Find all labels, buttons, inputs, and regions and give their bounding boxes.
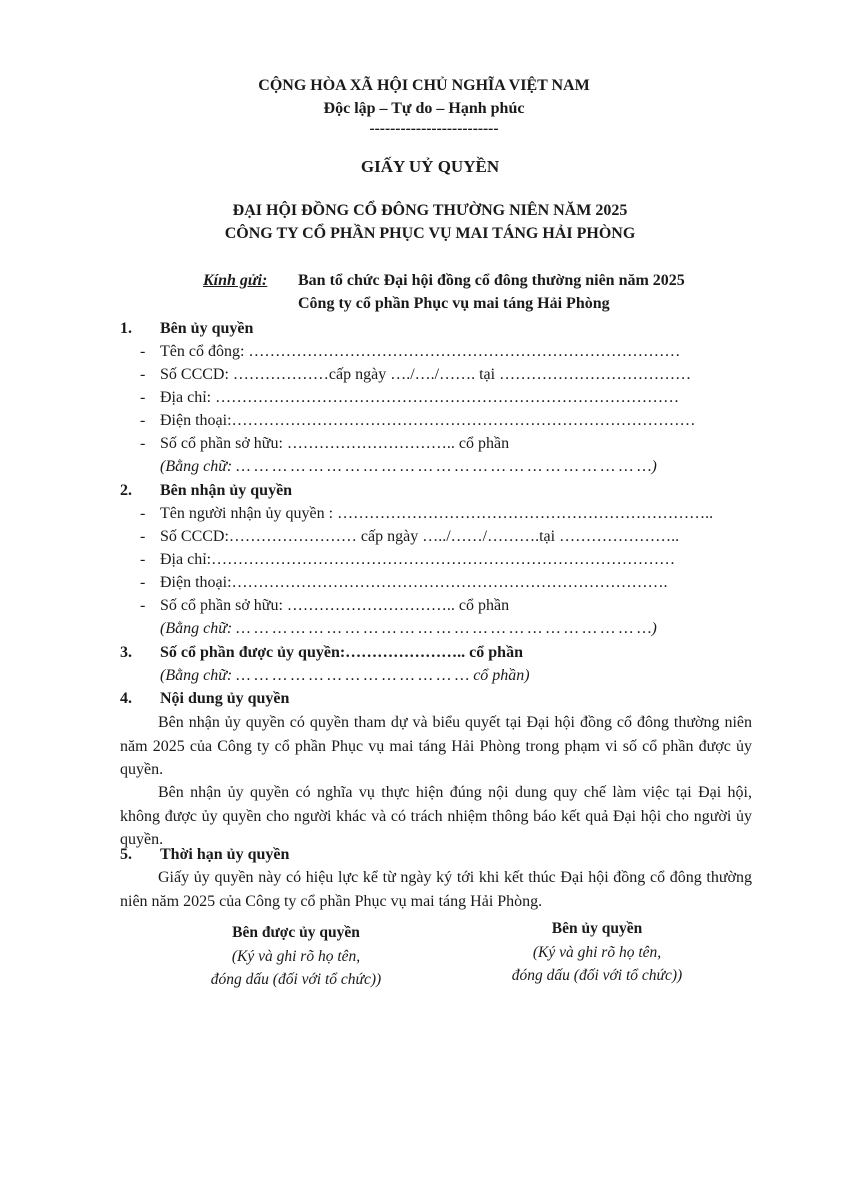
grantee-id-field: Số CCCD:…………………… cấp ngày …../……/……….tại ………………….. [160, 528, 680, 545]
meeting-title: ĐẠI HỘI ĐỒNG CỔ ĐÔNG THƯỜNG NIÊN NĂM 2025 [232, 202, 628, 219]
section-2-number: 2. [120, 482, 132, 499]
grantee-signature-note-2: đóng dấu (đối với tổ chức)) [210, 971, 382, 988]
list-dash: - [140, 528, 146, 545]
section-4-number: 4. [120, 690, 132, 707]
recipient-label: Kính gửi: [203, 272, 268, 289]
grantor-signature-title: Bên ủy quyền [551, 920, 643, 937]
section-5-number: 5. [120, 846, 132, 863]
grantee-name-field: Tên người nhận ủy quyền : …………………………………………………………….. [160, 505, 714, 522]
list-dash: - [140, 366, 146, 383]
grantee-signature-block [176, 921, 416, 992]
authorization-content-paragraph-1: Bên nhận ủy quyền có quyền tham dự và biểu quyết tại Đại hội đồng cổ đông thường niên năm 2025 của Công ty cổ phần Phục vụ mai táng Hải Phòng trong phạm vi số cổ phần được ủy quyền. [120, 714, 752, 778]
grantor-signature-note-1: (Ký và ghi rõ họ tên, [532, 943, 662, 961]
grantor-signature-note-2: đóng dấu (đối với tổ chức)) [511, 967, 683, 984]
national-motto: Độc lập – Tự do – Hạnh phúc [323, 100, 525, 117]
section-4-title: Nội dung ủy quyền [160, 690, 290, 707]
section-1-number: 1. [120, 320, 132, 337]
grantee-address-field: Địa chỉ:…………………………………………………………………………… [160, 551, 676, 568]
section-3-number: 3. [120, 644, 132, 661]
grantor-phone-field: Điện thoại:…………………………………………………………………………… [160, 412, 696, 429]
authorized-shares-in-words: (Bằng chữ: … … … … … … … … … … … … … cổ phần) [160, 667, 530, 684]
list-dash: - [140, 389, 146, 406]
list-dash: - [140, 574, 146, 591]
recipient-line-1: Ban tổ chức Đại hội đồng cổ đông thường niên năm 2025 [298, 272, 685, 289]
section-1-title: Bên ủy quyền [160, 320, 254, 337]
grantor-shares-field: Số cổ phần sở hữu: ………………………….. cổ phần [160, 435, 510, 452]
list-dash: - [140, 435, 146, 452]
grantor-shares-in-words: (Bằng chữ: … … … … … … … … … … … … … … … … … … … … … … …) [160, 458, 657, 475]
authorization-content-paragraph-2: Bên nhận ủy quyền có nghĩa vụ thực hiện đúng nội dung quy chế làm việc tại Đại hội, không được ủy quyền cho người khác và có trách nhiệm thông báo kết quả Đại hội cho người ủy quyền. [120, 784, 752, 848]
grantee-signature-title: Bên được ủy quyền [232, 924, 360, 941]
list-dash: - [140, 343, 146, 360]
grantee-shares-field: Số cổ phần sở hữu: ………………………….. cổ phần [160, 597, 510, 614]
section-3-title: Số cổ phần được ủy quyền:………………….. cổ phần [160, 644, 523, 661]
national-title: CỘNG HÒA XÃ HỘI CHỦ NGHĨA VIỆT NAM [258, 77, 590, 94]
section-5-title: Thời hạn ủy quyền [160, 846, 290, 863]
grantor-address-field: Địa chỉ: …………………………………………………………………………… [160, 389, 680, 406]
list-dash: - [140, 551, 146, 568]
grantor-name-field: Tên cổ đông: ……………………………………………………………………… [160, 343, 681, 360]
company-title: CÔNG TY CỔ PHẦN PHỤC VỤ MAI TÁNG HẢI PHÒNG [224, 225, 636, 242]
grantee-signature-note-1: (Ký và ghi rõ họ tên, [231, 947, 361, 965]
grantor-signature-block [477, 917, 717, 988]
list-dash: - [140, 597, 146, 614]
list-dash: - [140, 412, 146, 429]
list-dash: - [140, 505, 146, 522]
grantee-phone-field: Điện thoại:………………………………………………………………………. [160, 574, 668, 591]
section-2-title: Bên nhận ủy quyền [160, 482, 293, 499]
authorization-term-paragraph: Giấy ủy quyền này có hiệu lực kể từ ngày ký tới khi kết thúc Đại hội đồng cổ đông thường niên năm 2025 của Công ty cổ phần Phục vụ mai táng Hải Phòng. [120, 869, 752, 910]
grantor-id-field: Số CCCD: ………………cấp ngày …./…./……. tại ……………………………… [160, 366, 692, 383]
header-divider: ------------------------- [369, 120, 499, 137]
grantee-shares-in-words: (Bằng chữ: … … … … … … … … … … … … … … … … … … … … … … …) [160, 620, 657, 637]
document-title: GIẤY UỶ QUYỀN [360, 157, 500, 176]
recipient-line-2: Công ty cổ phần Phục vụ mai táng Hải Phòng [298, 295, 610, 312]
